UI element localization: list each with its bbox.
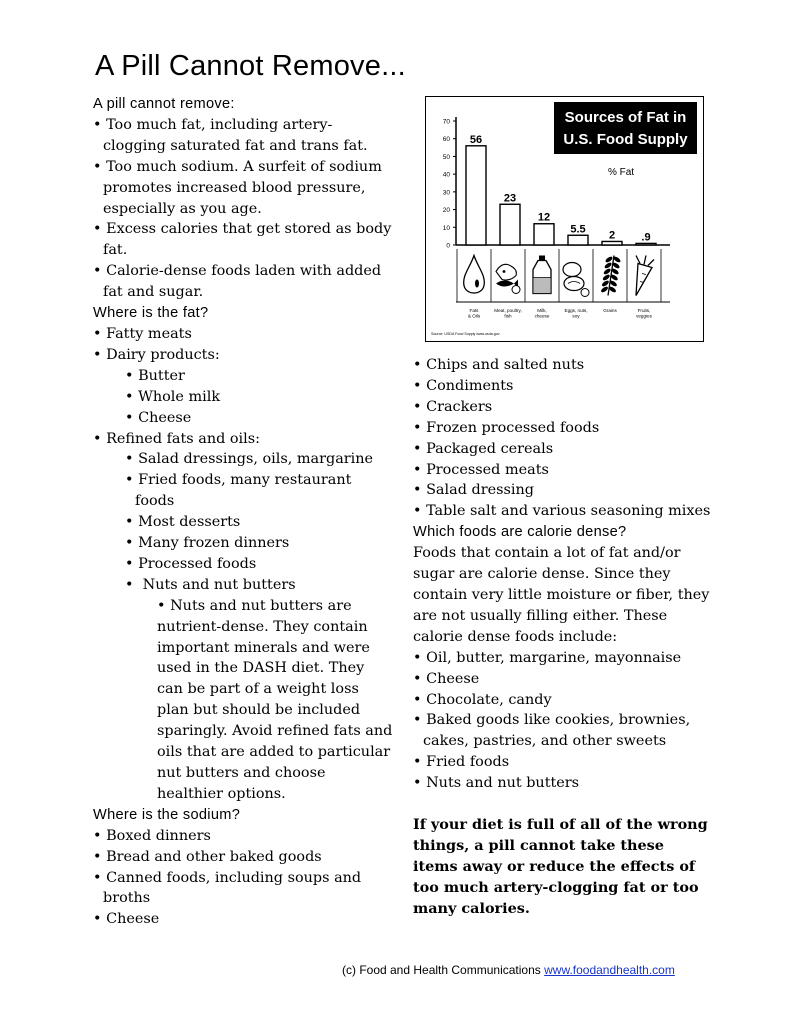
chart-title-line: Sources of Fat in (564, 109, 687, 126)
chart-y-tick-label: 10 (442, 224, 450, 232)
nuts-note-list (157, 596, 393, 805)
list-item: • Processed meats (413, 460, 713, 481)
closing-statement: If your diet is full of all of the wrong things, a pill cannot take these items away or reduce the effects of too much artery-clogging fat or too many calories. (413, 816, 708, 917)
chart-category-label: Fats & Oils (467, 308, 481, 319)
list-item: • Fatty meats (93, 324, 393, 345)
list-item: • Too much fat, including artery-clogging saturated fat and trans fat. (93, 115, 393, 157)
meat-fish-icon (496, 264, 520, 293)
chart-bar (534, 224, 554, 245)
list-item: • Oil, butter, margarine, mayonnaise (413, 648, 713, 669)
list-item: • Condiments (413, 376, 713, 397)
chart-y-tick-label: 60 (442, 136, 450, 144)
chart-y-tick-label: 30 (442, 189, 450, 197)
chart-ylabel: % Fat (607, 167, 635, 178)
list-item: • Nuts and nut butters (413, 773, 713, 794)
footer-link[interactable]: www.foodandhealth.com (544, 963, 675, 977)
chart-bar (602, 241, 622, 245)
list-item (125, 575, 393, 805)
chart-value-label: 23 (503, 192, 517, 205)
chart-value-label: 12 (537, 211, 551, 224)
page-title: A Pill Cannot Remove... (95, 50, 406, 82)
list-item: • Cheese (413, 669, 713, 690)
chart-value-label: 2 (608, 229, 616, 242)
list-item (93, 429, 393, 805)
chart-category-label: Fruits, veggies (636, 308, 652, 319)
list-item: • Boxed dinners (93, 826, 393, 847)
list-item: • Salad dressings, oils, margarine (125, 449, 393, 470)
chart-source: Source: USDA Food Supply www.usda.gov (431, 332, 500, 336)
list-item: • Salad dressing (413, 480, 713, 501)
chart-icons (456, 249, 670, 302)
dairy-list (125, 366, 393, 429)
list-item: • Table salt and various seasoning mixes (413, 501, 713, 522)
list-item-label: Nuts and nut butters (142, 576, 296, 593)
chart-y-tick-label: 70 (442, 118, 450, 126)
list-item: • Too much sodium. A surfeit of sodium promotes increased blood pressure, especially as you age. (93, 157, 393, 220)
chart-value-label: 56 (469, 133, 483, 146)
chart-y-tick-label: 20 (442, 207, 450, 215)
remove-list (93, 115, 393, 303)
chart-bar (636, 243, 656, 245)
list-item: • Packaged cereals (413, 439, 713, 460)
chart-category-label: Meat, poultry, fish (494, 308, 522, 319)
list-item: • Calorie-dense foods laden with added fat and sugar. (93, 261, 393, 303)
sodium-list (93, 826, 393, 931)
list-item: • Many frozen dinners (125, 533, 393, 554)
oil-drop-icon (464, 256, 485, 294)
list-item: • Fried foods (413, 752, 713, 773)
list-item: • Crackers (413, 397, 713, 418)
wheat-icon (600, 256, 621, 296)
list-item (93, 345, 393, 429)
list-item: • Chips and salted nuts (413, 355, 713, 376)
list-item: • Chocolate, candy (413, 690, 713, 711)
list-item-label: Dairy products: (106, 346, 220, 363)
chart-value-label: 5.5 (570, 223, 586, 236)
nuts-note: • Nuts and nut butters are nutrient-dense. They contain important minerals and were used in the DASH diet. They can be part of a weight loss plan but should be included sparingly. Avoid refined fats and oils that are added to particular nut butters and choose healthier options. (157, 596, 393, 805)
chart-bars (466, 146, 656, 245)
remove-heading: A pill cannot remove: (93, 96, 235, 112)
chart-category-label: Grains (603, 308, 617, 313)
chart-categories (468, 308, 653, 319)
chart-bar (500, 204, 520, 245)
list-item: • Excess calories that get stored as body fat. (93, 219, 393, 261)
fat-list (93, 324, 393, 805)
chart-svg (426, 97, 702, 340)
list-item: • Butter (125, 366, 393, 387)
fat-heading: Where is the fat? (93, 305, 209, 322)
list-item: • Bread and other baked goods (93, 847, 393, 868)
chart-y-tick-label: 0 (446, 242, 450, 250)
sodium-heading: Where is the sodium? (93, 806, 241, 823)
list-item: • Canned foods, including soups and broths (93, 868, 393, 910)
chart-y-tick-label: 40 (442, 171, 450, 179)
list-item: • Processed foods (125, 554, 393, 575)
calorie-intro: Foods that contain a lot of fat and/or sugar are calorie dense. Since they contain very little moisture or fiber, they are not usually filling either. These calorie dense foods include: (413, 545, 710, 645)
refined-list (125, 449, 393, 804)
chart-title (554, 102, 697, 154)
chart-value-label: .9 (641, 231, 651, 244)
left-column (93, 94, 393, 930)
calorie-list (413, 648, 713, 794)
list-item-label: Refined fats and oils: (106, 430, 260, 447)
list-item: • Cheese (125, 408, 393, 429)
list-item: • Baked goods like cookies, brownies, cakes, pastries, and other sweets (413, 710, 713, 752)
chart-bar (466, 146, 486, 245)
right-column (413, 355, 713, 920)
chart-category-label: Eggs, nuts, soy (564, 308, 588, 319)
carrot-icon (636, 256, 654, 296)
chart-category-label: Milk, cheese (534, 308, 550, 319)
list-item: • Fried foods, many restaurant foods (125, 470, 393, 512)
sodium-list-continued (413, 355, 713, 522)
chart-y-tick-label: 50 (442, 153, 450, 161)
chart-bar (568, 235, 588, 245)
list-item: • Cheese (93, 909, 393, 930)
list-item: • Frozen processed foods (413, 418, 713, 439)
fat-sources-chart (425, 96, 704, 342)
calorie-heading: Which foods are calorie dense? (413, 524, 627, 541)
list-item: • Most desserts (125, 512, 393, 533)
footer (342, 963, 675, 977)
eggs-nuts-icon (563, 263, 589, 297)
footer-copyright: (c) Food and Health Communications (342, 963, 541, 977)
milk-jug-icon (533, 256, 551, 294)
list-item: • Whole milk (125, 387, 393, 408)
chart-title-line: U.S. Food Supply (563, 131, 688, 148)
